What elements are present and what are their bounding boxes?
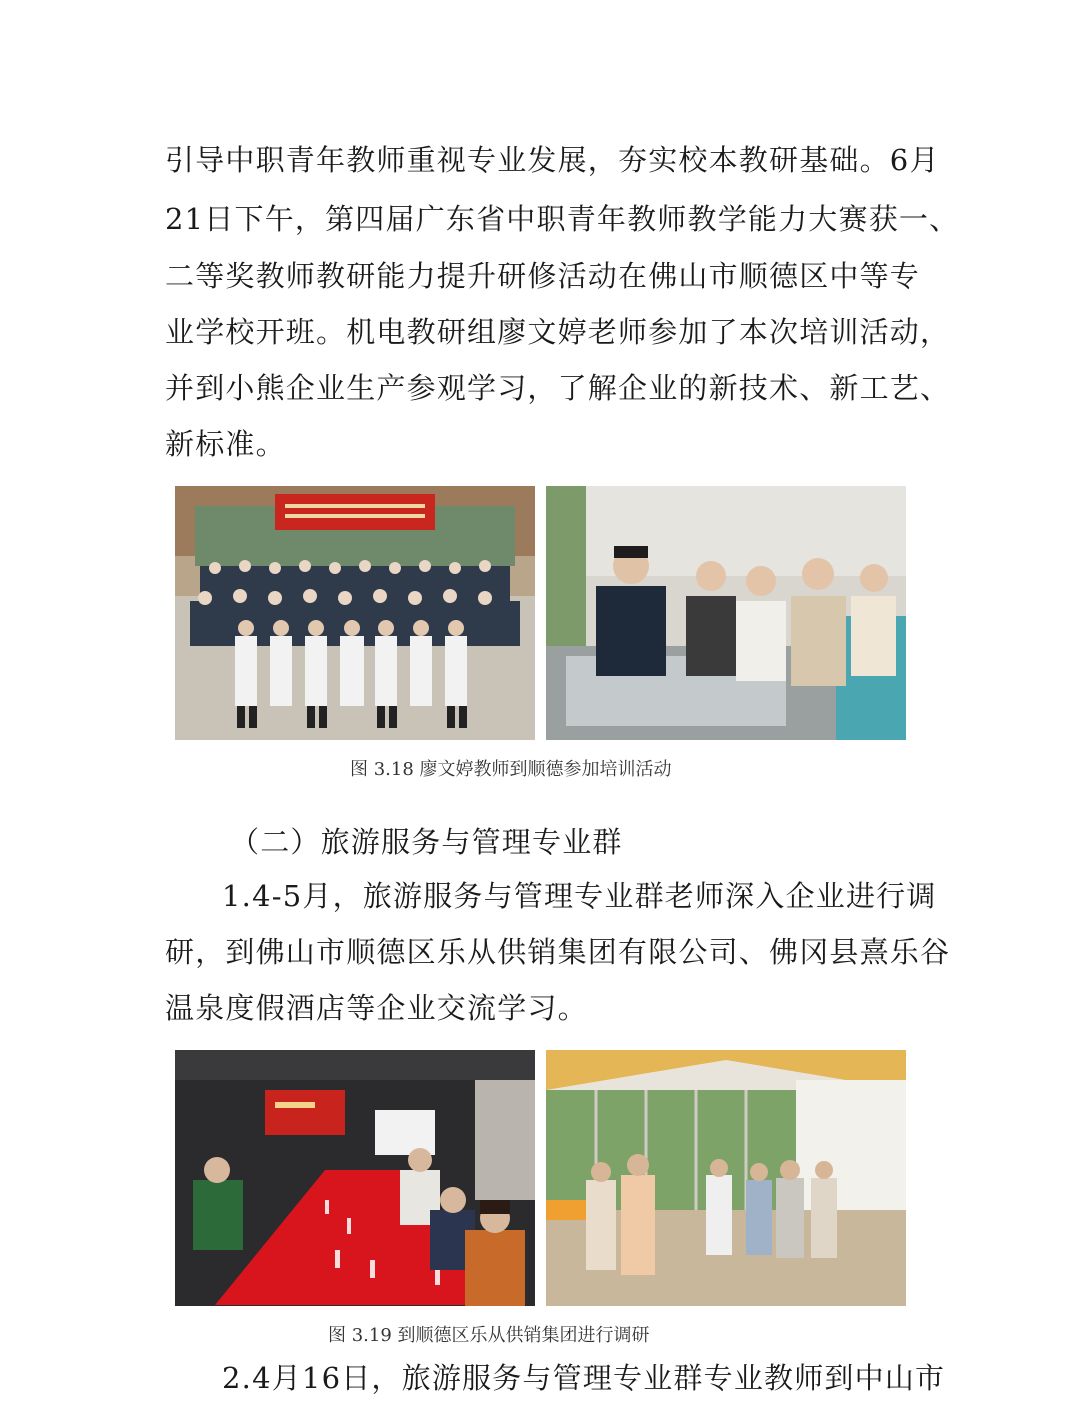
meeting-room-photo bbox=[175, 1050, 535, 1306]
paragraph-line: 温泉度假酒店等企业交流学习。 bbox=[165, 991, 588, 1025]
group-photo bbox=[175, 486, 535, 740]
paragraph-line: 21日下午，第四届广东省中职青年教师教学能力大赛获一、 bbox=[165, 202, 960, 236]
paragraph-line: 研，到佛山市顺德区乐从供销集团有限公司、佛冈县熹乐谷 bbox=[165, 935, 951, 969]
paragraph-line: 新标准。 bbox=[165, 427, 286, 461]
paragraph-line: 1.4-5月，旅游服务与管理专业群老师深入企业进行调 bbox=[222, 879, 937, 913]
paragraph-line: 二等奖教师教研能力提升研修活动在佛山市顺德区中等专 bbox=[165, 259, 921, 293]
factory-visit-photo bbox=[546, 486, 906, 740]
lobby-visit-photo bbox=[546, 1050, 906, 1306]
figure-caption: 图 3.19 到顺德区乐从供销集团进行调研 bbox=[328, 1325, 650, 1346]
paragraph-line: 2.4月16日，旅游服务与管理专业群专业教师到中山市 bbox=[222, 1361, 946, 1395]
paragraph-line: 业学校开班。机电教研组廖文婷老师参加了本次培训活动， bbox=[165, 315, 951, 349]
paragraph-line: 引导中职青年教师重视专业发展，夯实校本教研基础。6月 bbox=[165, 143, 940, 177]
figure-caption: 图 3.18 廖文婷教师到顺德参加培训活动 bbox=[350, 759, 672, 780]
paragraph-line: 并到小熊企业生产参观学习，了解企业的新技术、新工艺、 bbox=[165, 371, 951, 405]
section-heading: （二）旅游服务与管理专业群 bbox=[230, 825, 623, 859]
